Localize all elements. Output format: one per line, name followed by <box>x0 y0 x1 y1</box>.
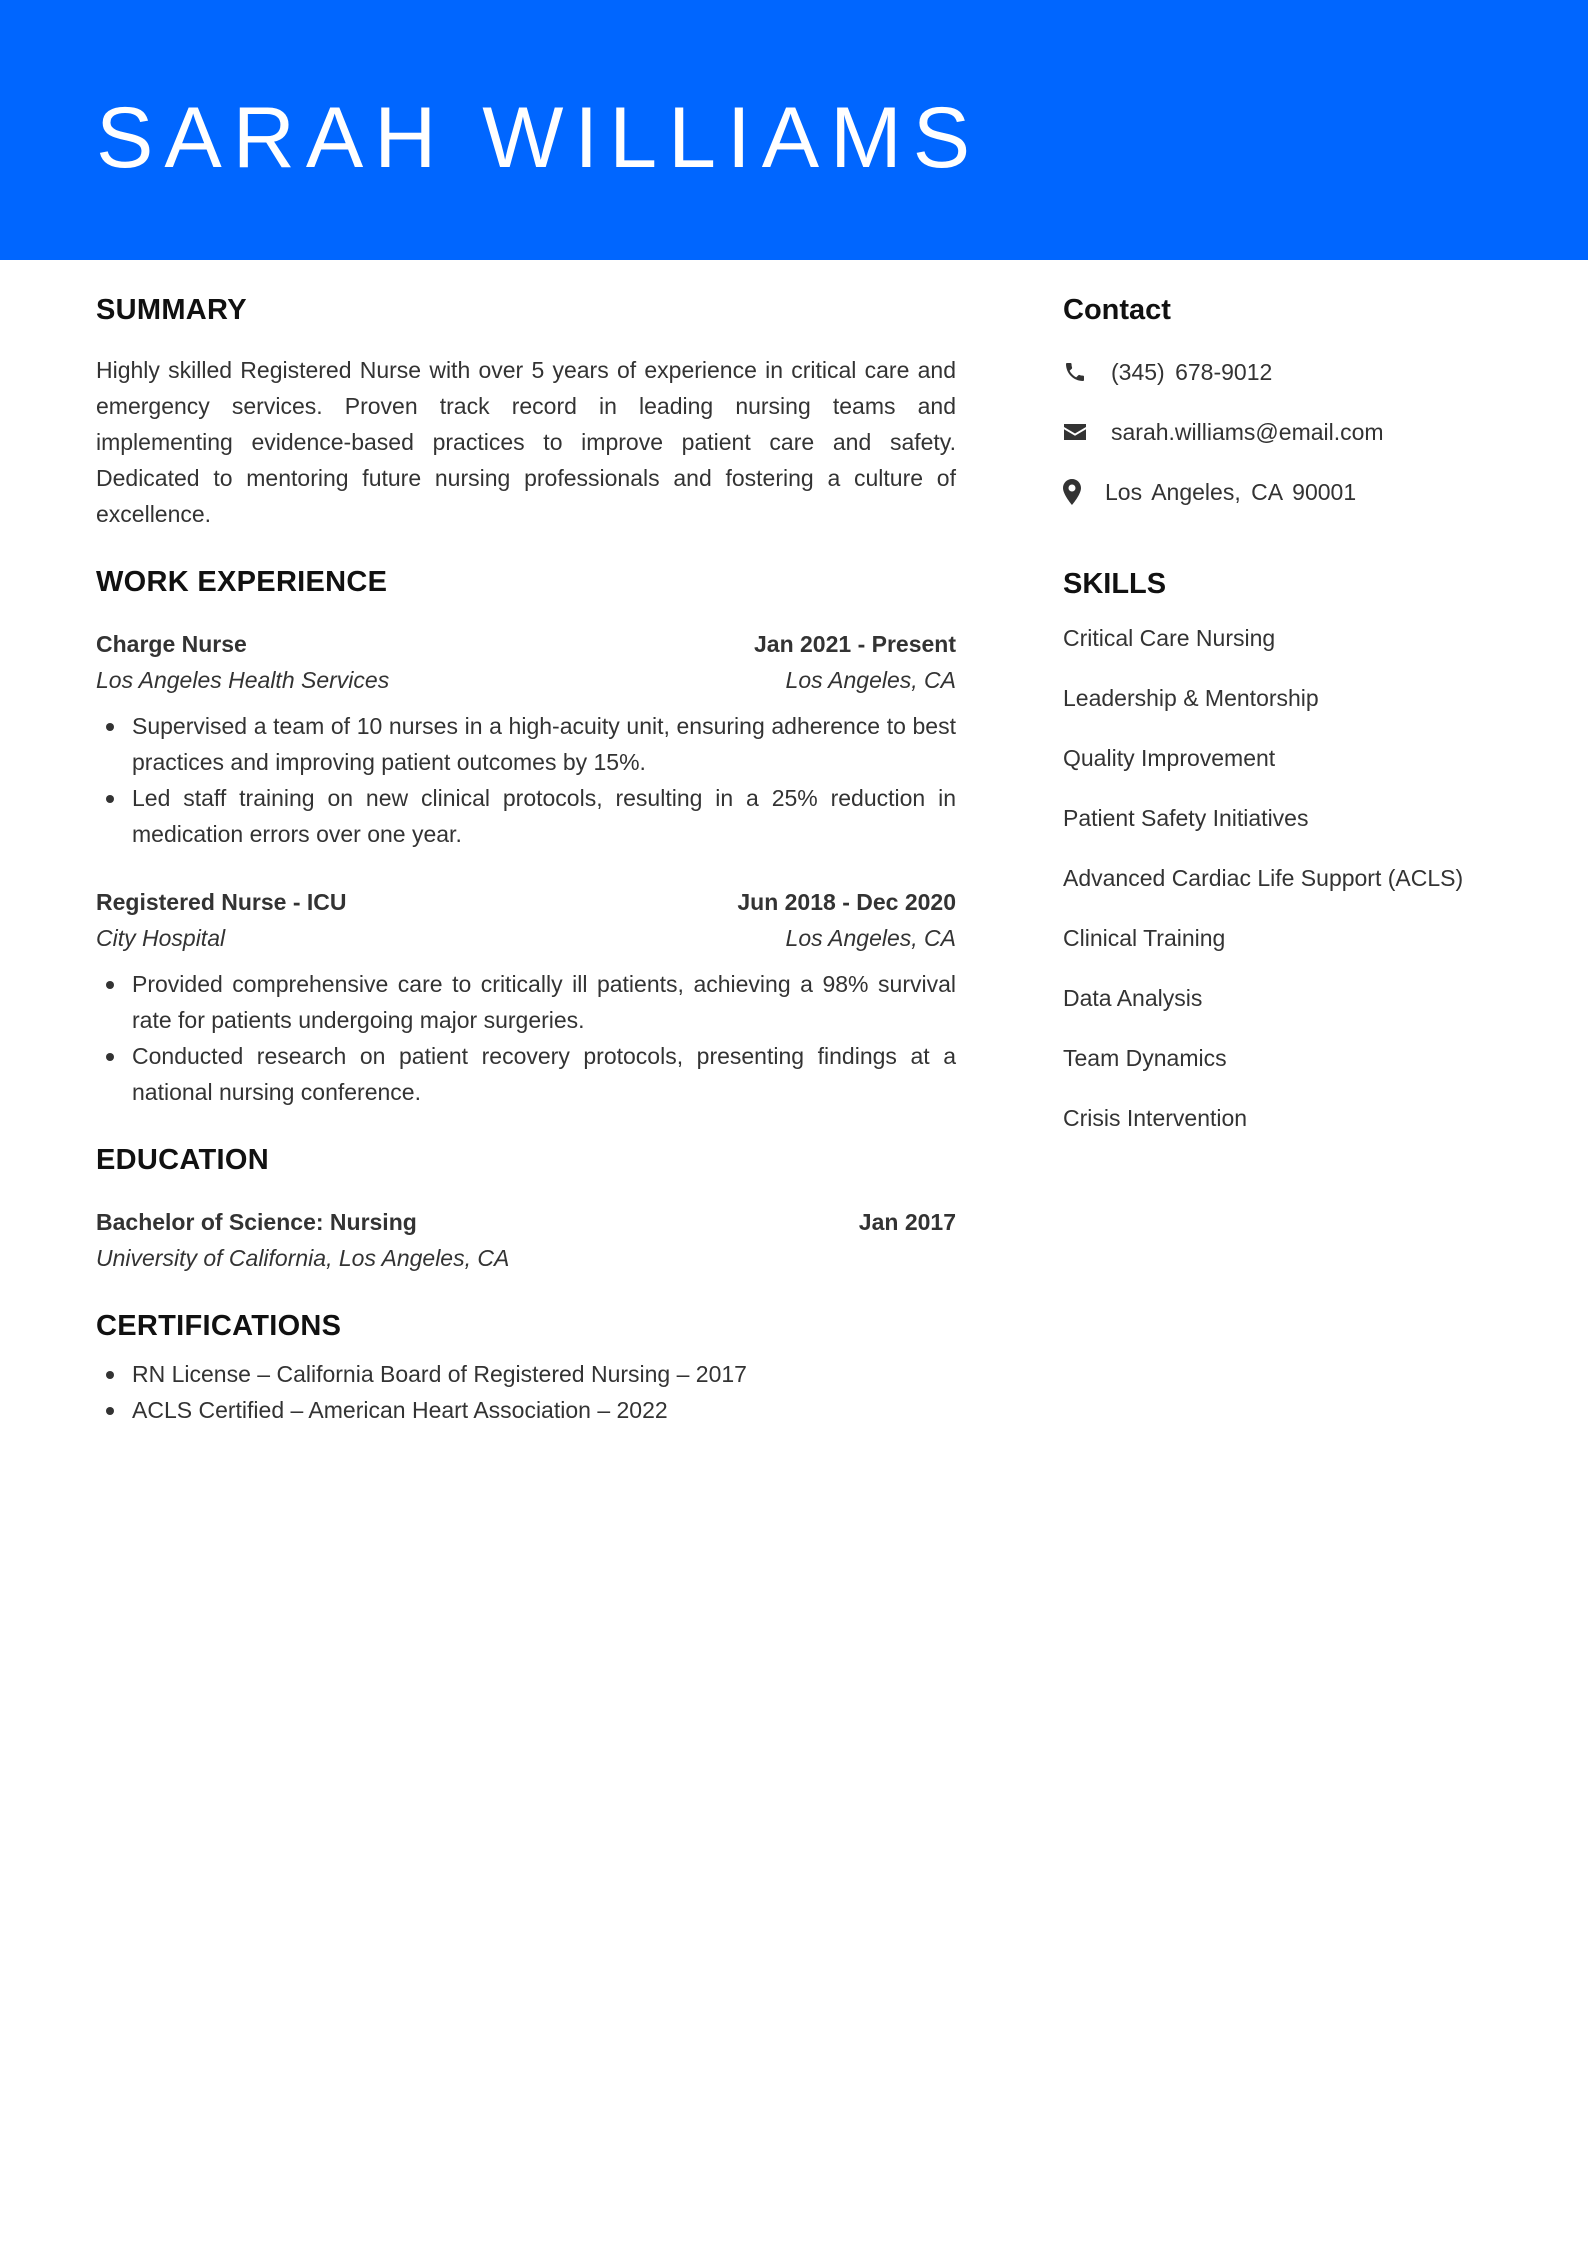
candidate-name: SARAH WILLIAMS <box>96 90 982 186</box>
summary-text: Highly skilled Registered Nurse with over 5 years of experience in critical care and emergency services. Proven track record in leading nursing teams and implementing evidence-based practices to improve patient care and safety. Dedicated to mentoring future nursing professionals and fostering a culture of excellence. <box>96 357 956 527</box>
degree: Bachelor of Science: Nursing <box>96 1209 417 1235</box>
certifications-title: CERTIFICATIONS <box>96 1310 342 1342</box>
skill-item: Crisis Intervention <box>1063 1105 1248 1131</box>
skill-item: Clinical Training <box>1063 925 1226 951</box>
skill-item: Leadership & Mentorship <box>1063 685 1319 711</box>
certification-list <box>96 1356 956 1428</box>
skill-item: Quality Improvement <box>1063 745 1276 771</box>
job-employer: City Hospital <box>96 925 226 951</box>
job-bullets <box>96 966 956 1110</box>
email-address[interactable]: sarah.williams@email.com <box>1111 419 1384 445</box>
job-location: Los Angeles, CA <box>785 925 956 951</box>
summary-section <box>96 290 956 532</box>
contact-location <box>1063 474 1523 510</box>
main-column <box>96 290 956 1428</box>
job-bullets <box>96 708 956 852</box>
school: University of California, Los Angeles, CA <box>96 1245 510 1271</box>
job-bullet: Supervised a team of 10 nurses in a high-acuity unit, ensuring adherence to best practices and improving patient outcomes by 15%. <box>96 708 956 780</box>
job-dates: Jan 2021 - Present <box>753 631 956 657</box>
job-dates: Jun 2018 - Dec 2020 <box>737 889 956 915</box>
skill-item: Critical Care Nursing <box>1063 625 1276 651</box>
certification-item: RN License – California Board of Registered Nursing – 2017 <box>96 1356 956 1392</box>
job-role: Registered Nurse - ICU <box>96 889 347 915</box>
contact-title: Contact <box>1063 294 1171 326</box>
phone-number[interactable]: (345) 678-9012 <box>1111 359 1273 385</box>
skills-title: SKILLS <box>1063 568 1167 600</box>
skill-list <box>1063 620 1523 1136</box>
job-bullet: Conducted research on patient recovery protocols, presenting findings at a national nursing conference. <box>96 1038 956 1110</box>
contact-email <box>1063 414 1523 450</box>
summary-title: SUMMARY <box>96 294 247 326</box>
job-bullet: Provided comprehensive care to critically ill patients, achieving a 98% survival rate for patients undergoing major surgeries. <box>96 966 956 1038</box>
sidebar-column <box>1063 290 1523 1160</box>
skill-item: Patient Safety Initiatives <box>1063 805 1309 831</box>
envelope-icon <box>1063 419 1097 445</box>
skill-item: Team Dynamics <box>1063 1045 1227 1071</box>
degree-date: Jan 2017 <box>858 1209 956 1235</box>
contact-phone <box>1063 354 1523 390</box>
job-entry <box>96 884 956 1110</box>
job-role: Charge Nurse <box>96 631 247 657</box>
skill-item: Advanced Cardiac Life Support (ACLS) <box>1063 865 1464 891</box>
certification-item: ACLS Certified – American Heart Association – 2022 <box>96 1392 956 1428</box>
certifications-section <box>96 1306 956 1428</box>
education-section <box>96 1140 956 1276</box>
education-title: EDUCATION <box>96 1144 269 1176</box>
location-text: Los Angeles, CA 90001 <box>1105 479 1357 505</box>
job-employer: Los Angeles Health Services <box>96 667 390 693</box>
job-entry <box>96 626 956 852</box>
work-experience-section <box>96 562 956 1110</box>
header-banner <box>0 0 1588 260</box>
job-location: Los Angeles, CA <box>785 667 956 693</box>
work-experience-title: WORK EXPERIENCE <box>96 566 388 598</box>
map-pin-icon <box>1063 479 1091 505</box>
job-bullet: Led staff training on new clinical protocols, resulting in a 25% reduction in medication errors over one year. <box>96 780 956 852</box>
skill-item: Data Analysis <box>1063 985 1203 1011</box>
phone-icon <box>1063 359 1097 385</box>
